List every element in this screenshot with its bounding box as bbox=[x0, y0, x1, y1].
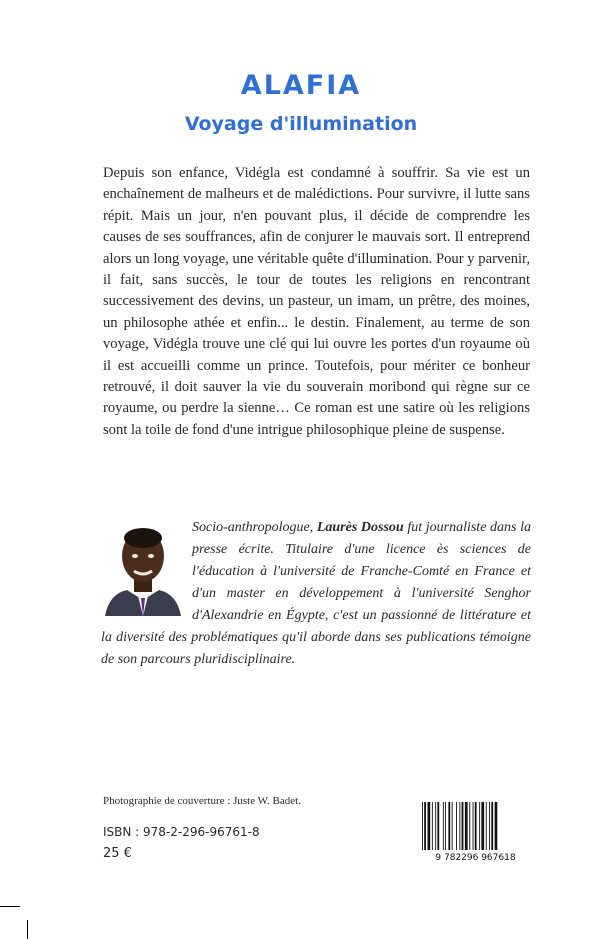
barcode-bar bbox=[448, 802, 450, 850]
isbn-barcode bbox=[418, 800, 533, 862]
photo-credit: Photographie de couverture : Juste W. Badet. bbox=[103, 795, 301, 807]
crop-mark-left bbox=[0, 906, 20, 907]
author-bio-block bbox=[101, 517, 531, 671]
book-summary: Depuis son enfance, Vidégla est condamné à souffrir. Sa vie est un enchaînement de malheurs et de malédictions. Pour survivre, il lutte sans répit. Mais un jour, n'en pouvant plus, il décide de comprendre les causes de ses souffrances, afin de conjurer le mauvais sort. Il entreprend alors un long voyage, une véritable quête d'illumination. Pour y parvenir, il fait, sans succès, le tour de toutes les religions en rencontrant successivement des devins, un pasteur, un imam, un prêtre, des moines, un philosophe athée et enfin... le destin. Finalement, au terme de son voyage, Vidégla trouve une clé qui lui ouvre les portes d'un royaume où il est accueilli comme un prince. Toutefois, pour mériter ce bonheur retrouvé, il doit sauver la vie du souverain moribond qui règne sur ce royaume, ou perdre la sienne… Ce roman est une satire où les religions sont la toile de fond d'une intrigue philosophique pleine de suspense. bbox=[103, 165, 530, 438]
barcode-bar bbox=[422, 802, 423, 850]
barcode-bar bbox=[495, 802, 498, 850]
crop-mark-bottom bbox=[27, 920, 28, 939]
barcode-bar bbox=[491, 802, 493, 850]
bio-rest: fut journaliste dans la presse écrite. Titulaire d'une licence ès sciences de l'éducation à l'université de Franche-Comté en France et d'un master en développement à l'université Senghor d'Alexandrie en Égypte, c'est un passionné de littérature et la diversité des problématiques qu'il aborde dans ses publications témoigne de son parcours pluridisciplinaire. bbox=[101, 520, 531, 667]
barcode-bar bbox=[481, 802, 484, 850]
barcode-bar bbox=[462, 802, 464, 850]
barcode-number: 9 782296 967618 bbox=[435, 853, 516, 862]
barcode-bar bbox=[424, 802, 426, 850]
barcode-bar bbox=[445, 802, 446, 850]
barcode-bar bbox=[475, 802, 477, 850]
barcode-bar bbox=[459, 802, 460, 850]
barcode-bar bbox=[428, 802, 431, 850]
barcode-bar bbox=[473, 802, 474, 850]
book-title: ALAFIA bbox=[240, 70, 362, 101]
author-name: Laurès Dossou bbox=[316, 520, 404, 535]
book-subtitle: Voyage d'illumination bbox=[184, 113, 418, 135]
author-photo bbox=[101, 520, 184, 616]
barcode-bar bbox=[489, 802, 490, 850]
barcode-bar bbox=[432, 802, 433, 850]
barcode-bar bbox=[452, 802, 453, 850]
barcode-bar bbox=[437, 802, 439, 850]
barcode-bars bbox=[422, 802, 497, 850]
isbn: ISBN : 978-2-296-96761-8 bbox=[103, 825, 260, 839]
barcode-bar bbox=[456, 802, 457, 850]
barcode-bar bbox=[443, 802, 444, 850]
barcode-bar bbox=[486, 802, 487, 850]
price: 25 € bbox=[103, 846, 132, 861]
barcode-bar bbox=[435, 802, 436, 850]
barcode-bar bbox=[465, 802, 468, 850]
barcode-bar bbox=[469, 802, 470, 850]
barcode-bar bbox=[479, 802, 480, 850]
bio-intro: Socio-anthropologue, bbox=[192, 520, 317, 535]
